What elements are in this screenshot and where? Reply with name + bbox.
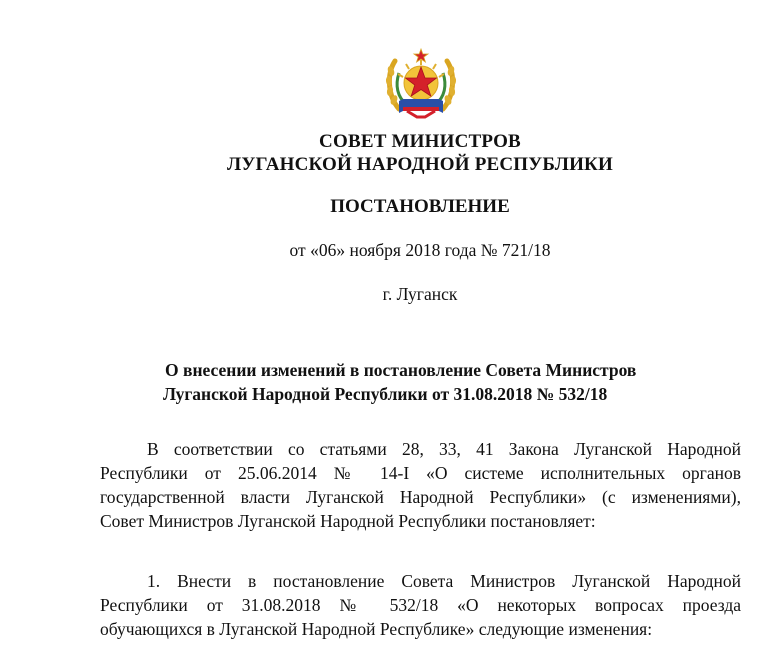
subject-line1: О внесении изменений в постановление Совета Министров <box>165 360 637 380</box>
clause-line: обучающихся в Луганской Народной Республике» следующие изменения: <box>100 619 653 639</box>
org-name-line1: СОВЕТ МИНИСТРОВ <box>319 131 521 152</box>
clause-1-paragraph <box>100 569 741 641</box>
city: г. Луганск <box>382 284 458 304</box>
preamble-paragraph <box>100 437 741 533</box>
flag-ribbon <box>399 99 443 113</box>
clause-line: Республики от 31.08.2018 № 532/18 «О некоторых вопросах проезда <box>100 595 741 615</box>
org-name-line2: ЛУГАНСКОЙ НАРОДНОЙ РЕСПУБЛИКИ <box>226 154 614 175</box>
preamble-line: В соответствии со статьями 28, 33, 41 Закона Луганской Народной <box>147 439 741 459</box>
document-type: ПОСТАНОВЛЕНИЕ <box>330 196 510 217</box>
clause-line: 1. Внести в постановление Совета Министров Луганской Народной <box>147 571 741 591</box>
preamble-line: Совет Министров Луганской Народной Республики постановляет: <box>100 511 596 531</box>
preamble-line: Республики от 25.06.2014 № 14-I «О системе исполнительных органов <box>100 463 741 483</box>
coat-of-arms-emblem <box>381 43 461 123</box>
preamble-line: государственной власти Луганской Народной Республики» (с изменениями), <box>100 487 741 507</box>
date-and-number: от «06» ноября 2018 года № 721/18 <box>289 240 551 260</box>
subject-line2: Луганской Народной Республики от 31.08.2018 № 532/18 <box>163 384 608 404</box>
